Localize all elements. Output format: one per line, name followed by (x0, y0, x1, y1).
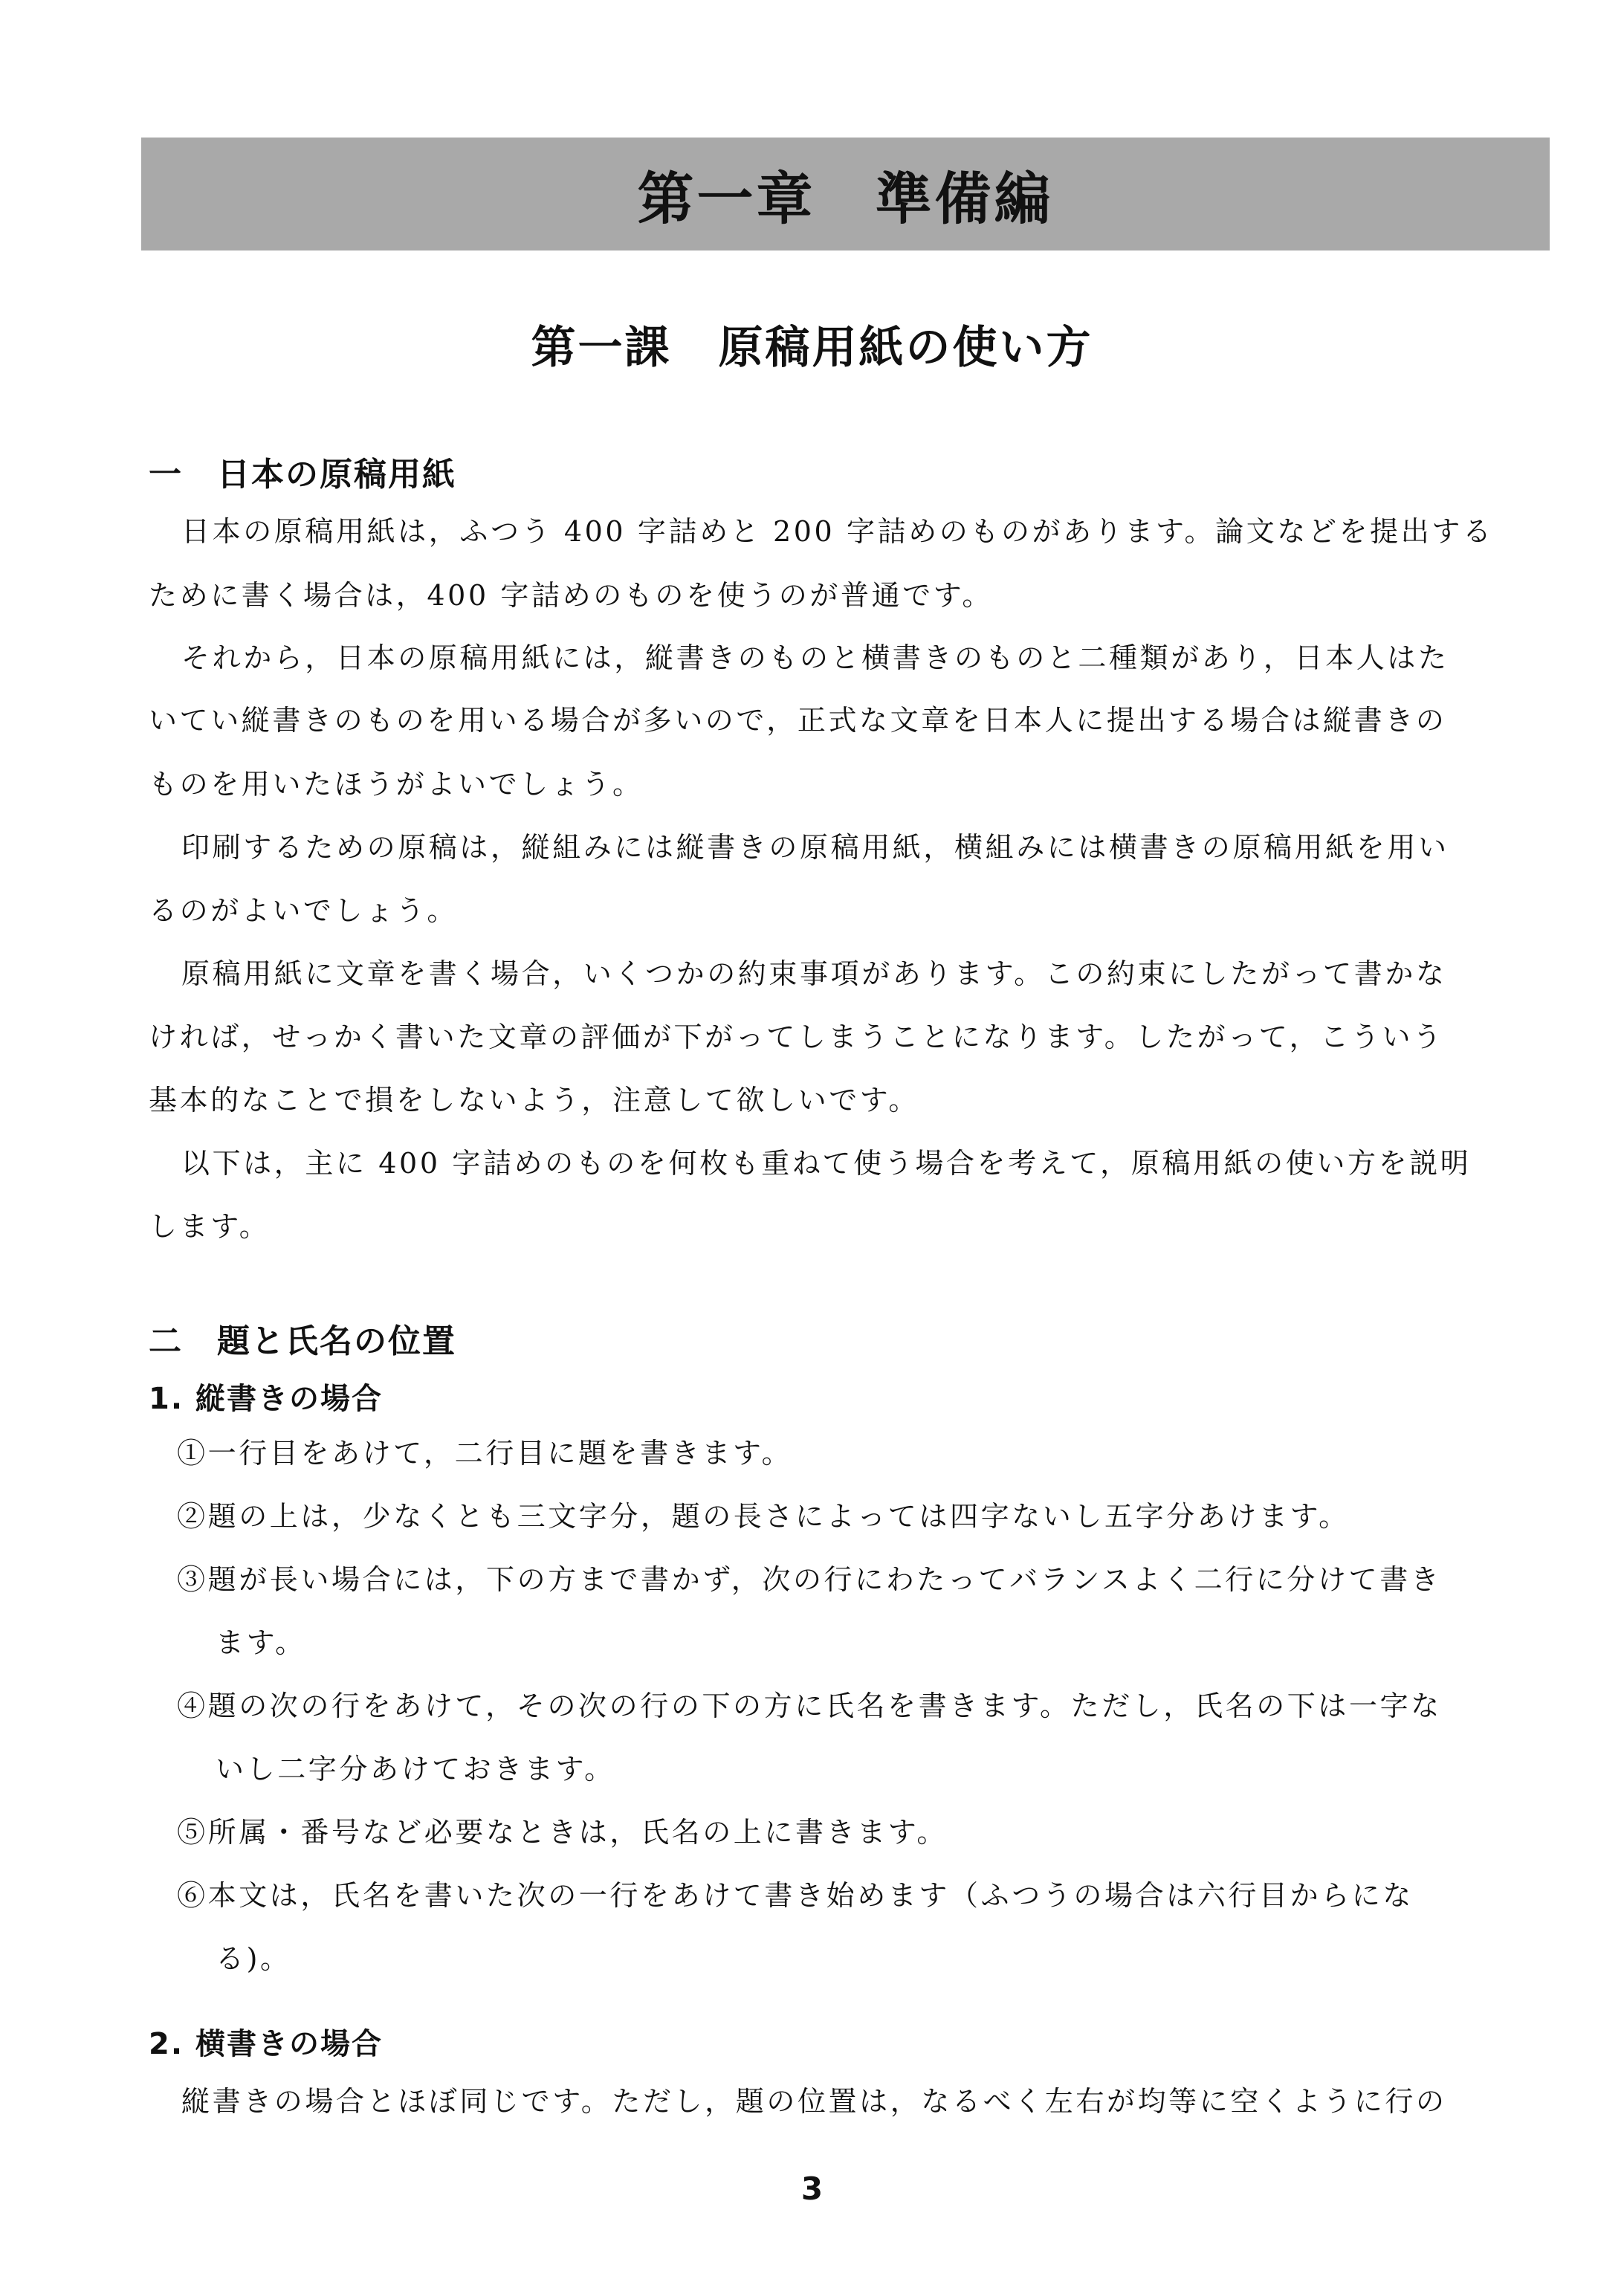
section-heading: 二 題と氏名の位置 (149, 1322, 456, 1360)
page-number: 3 (800, 2171, 824, 2207)
list-item: ②題の上は，少なくとも三文字分，題の長さによっては四字ないし五字分あけます。 (177, 1500, 1350, 1533)
list-item: ①一行目をあけて，二行目に題を書きます。 (177, 1437, 793, 1470)
paragraph-line: 印刷するための原稿は，縦組みには縦書きの原稿用紙，横組みには横書きの原稿用紙を用い (181, 831, 1449, 864)
section-heading: 一 日本の原稿用紙 (149, 456, 456, 494)
list-item: ③題が長い場合には，下の方まで書かず，次の行にわたってバランスよく二行に分けて書き (177, 1563, 1442, 1596)
paragraph-line: 縦書きの場合とほぼ同じです。ただし，題の位置は，なるべく左右が均等に空くように行の (181, 2085, 1447, 2118)
paragraph-line: それから，日本の原稿用紙には，縦書きのものと横書きのものと二種類があり，日本人はた (181, 641, 1449, 674)
lesson-title: 第一課 原稿用紙の使い方 (531, 322, 1093, 374)
paragraph-line: 日本の原稿用紙は，ふつう 400 字詰めと 200 字詰めのものがあります。論文などを提出する (181, 515, 1494, 548)
paragraph-line: ものを用いたほうがよいでしょう。 (149, 768, 644, 801)
paragraph-line: いてい縦書きのものを用いる場合が多いので，正式な文章を日本人に提出する場合は縦書きの (149, 704, 1447, 737)
list-item: ⑥本文は，氏名を書いた次の一行をあけて書き始めます（ふつうの場合は六行目からにな (177, 1879, 1414, 1912)
paragraph-line: 基本的なことで損をしないよう，注意して欲しいです。 (149, 1084, 919, 1116)
list-item: ⑤所属・番号など必要なときは，氏名の上に書きます。 (177, 1816, 948, 1849)
subsection-heading: 2. 横書きの場合 (149, 2027, 383, 2061)
chapter-banner (141, 138, 1550, 250)
paragraph-line: ために書く場合は，400 字詰めのものを使うのが普通です。 (149, 579, 993, 612)
paragraph-line: ければ，せっかく書いた文章の評価が下がってしまうことになります。したがって，こういう (149, 1021, 1444, 1053)
paragraph-line: るのがよいでしょう。 (149, 894, 459, 927)
paragraph-line: します。 (149, 1210, 271, 1243)
list-item-continuation: いし二字分あけておきます。 (216, 1753, 615, 1785)
chapter-title: 第一章 準備編 (637, 165, 1054, 232)
list-item: ④題の次の行をあけて，その次の行の下の方に氏名を書きます。ただし，氏名の下は一字な (177, 1690, 1442, 1722)
paragraph-line: 以下は，主に 400 字詰めのものを何枚も重ねて使う場合を考えて，原稿用紙の使い方を説明 (181, 1147, 1472, 1180)
subsection-heading: 1. 縦書きの場合 (149, 1382, 383, 1416)
list-item-continuation: る)。 (216, 1942, 291, 1975)
list-item-continuation: ます。 (216, 1626, 306, 1659)
paragraph-line: 原稿用紙に文章を書く場合，いくつかの約束事項があります。この約束にしたがって書かな (181, 957, 1447, 990)
